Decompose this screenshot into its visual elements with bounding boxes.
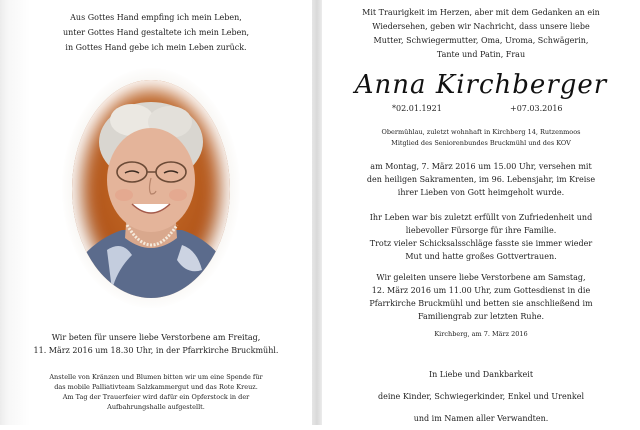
life-line: Trotz vieler Schicksalsschläge fasste sie immer wieder <box>369 239 593 248</box>
poem <box>20 10 292 55</box>
place-and-date: Kirchberg, am 7. März 2016 <box>434 330 528 338</box>
life-line: Ihr Leben war bis zuletzt erfüllt von Zufriedenheit und <box>369 213 593 222</box>
death-line: am Montag, 7. März 2016 um 15.00 Uhr, versehen mit <box>370 162 592 171</box>
donation-note <box>20 372 292 412</box>
funeral-line: Familiengrab zur letzten Ruhe. <box>417 312 544 321</box>
donation-line: Am Tag der Trauerfeier wird dafür ein Opferstock in der <box>62 393 250 401</box>
card-fold <box>312 0 322 425</box>
intro-line: Wiedersehen, geben wir Nachricht, dass unsere liebe <box>372 22 590 31</box>
death-line: ihrer Lieben von Gott heimgeholt wurde. <box>397 188 565 197</box>
intro-line: Tante und Patin, Frau <box>436 50 526 59</box>
closing-line: und im Namen aller Verwandten. <box>413 414 549 423</box>
funeral-line: Pfarrkirche Bruckmühl und betten sie anschließend im <box>369 299 593 308</box>
funeral-line: Wir geleiten unsere liebe Verstorbene am Samstag, <box>376 273 586 282</box>
life-tribute <box>328 211 634 263</box>
left-page <box>0 0 312 425</box>
poem-line: Aus Gottes Hand empfing ich mein Leben, <box>70 13 242 22</box>
funeral-details <box>328 271 634 323</box>
closing-line: deine Kinder, Schwiegerkinder, Enkel und Urenkel <box>377 392 585 401</box>
closing-line: In Liebe und Dankbarkeit <box>428 370 534 379</box>
closing-words <box>328 364 634 430</box>
portrait-photo <box>72 80 230 298</box>
residence-line: Obermühlau, zuletzt wohnhaft in Kirchberg 14, Rutzenmoos <box>381 128 581 136</box>
donation-line: Aufbahrungshalle aufgestellt. <box>107 403 205 411</box>
death-line: den heiligen Sakramenten, im 96. Lebensjahr, im Kreise <box>366 175 596 184</box>
death-date: +07.03.2016 <box>510 104 563 113</box>
prayer-line: 11. März 2016 um 18.30 Uhr, in der Pfarrkirche Bruckmühl. <box>33 346 279 355</box>
donation-line: das mobile Palliativteam Salzkammergut und das Rote Kreuz. <box>54 383 258 391</box>
intro-line: Mit Traurigkeit im Herzen, aber mit dem Gedanken an ein <box>362 8 600 17</box>
life-line: liebevoller Fürsorge für ihre Familie. <box>405 226 557 235</box>
portrait-illustration <box>72 80 230 298</box>
birth-date: *02.01.1921 <box>392 104 442 113</box>
donation-line: Anstelle von Kränzen und Blumen bitten wir um eine Spende für <box>49 373 263 381</box>
announcement-intro <box>328 6 634 62</box>
poem-line: unter Gottes Hand gestaltete ich mein Leben, <box>62 28 250 37</box>
deceased-name: Anna Kirchberger <box>354 70 608 100</box>
prayer-announcement <box>18 331 294 357</box>
death-details <box>328 160 634 199</box>
funeral-line: 12. März 2016 um 11.00 Uhr, zum Gottesdienst in die <box>371 286 591 295</box>
poem-line: in Gottes Hand gebe ich mein Leben zurück. <box>65 43 247 52</box>
prayer-line: Wir beten für unsere liebe Verstorbene am Freitag, <box>51 333 261 342</box>
intro-line: Mutter, Schwiegermutter, Oma, Uroma, Schwägerin, <box>373 36 589 45</box>
residence-line: Mitglied des Seniorenbundes Bruckmühl und des KOV <box>391 139 571 147</box>
life-line: Mut und hatte großes Gottvertrauen. <box>405 252 557 261</box>
residence-info <box>328 127 634 149</box>
right-page <box>322 0 640 425</box>
